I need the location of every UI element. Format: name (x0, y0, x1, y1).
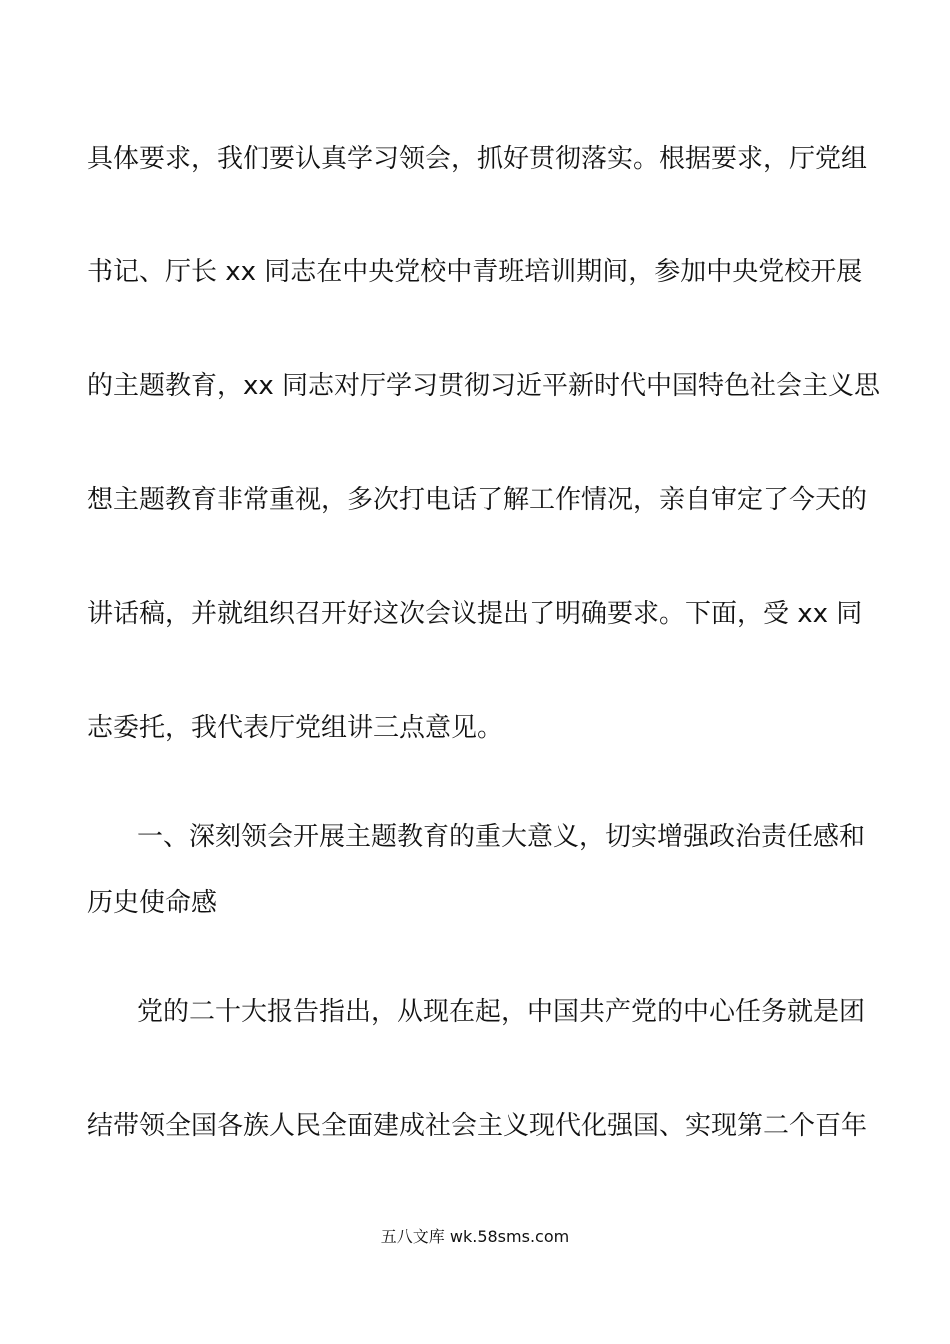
paragraph-line: 志委托，我代表厅党组讲三点意见。 (87, 713, 504, 743)
paragraph-line: 结带领全国各族人民全面建成社会主义现代化强国、实现第二个百年 (87, 1111, 868, 1141)
paragraph-line: 想主题教育非常重视，多次打电话了解工作情况，亲自审定了今天的 (87, 485, 868, 515)
paragraph-line: 书记、厅长 xx 同志在中央党校中青班培训期间，参加中央党校开展 (87, 257, 863, 287)
section-heading-line: 历史使命感 (87, 888, 218, 918)
paragraph-line: 党的二十大报告指出，从现在起，中国共产党的中心任务就是团 (137, 997, 866, 1027)
paragraph-line: 的主题教育，xx 同志对厅学习贯彻习近平新时代中国特色社会主义思 (87, 371, 881, 401)
section-heading-line: 一、深刻领会开展主题教育的重大意义，切实增强政治责任感和 (137, 822, 866, 852)
paragraph-line: 讲话稿，并就组织召开好这次会议提出了明确要求。下面，受 xx 同 (87, 599, 863, 629)
footer-watermark-text: 五八文库 wk.58sms.com (380, 1227, 570, 1246)
paragraph-line: 具体要求，我们要认真学习领会，抓好贯彻落实。根据要求，厅党组 (87, 144, 868, 174)
